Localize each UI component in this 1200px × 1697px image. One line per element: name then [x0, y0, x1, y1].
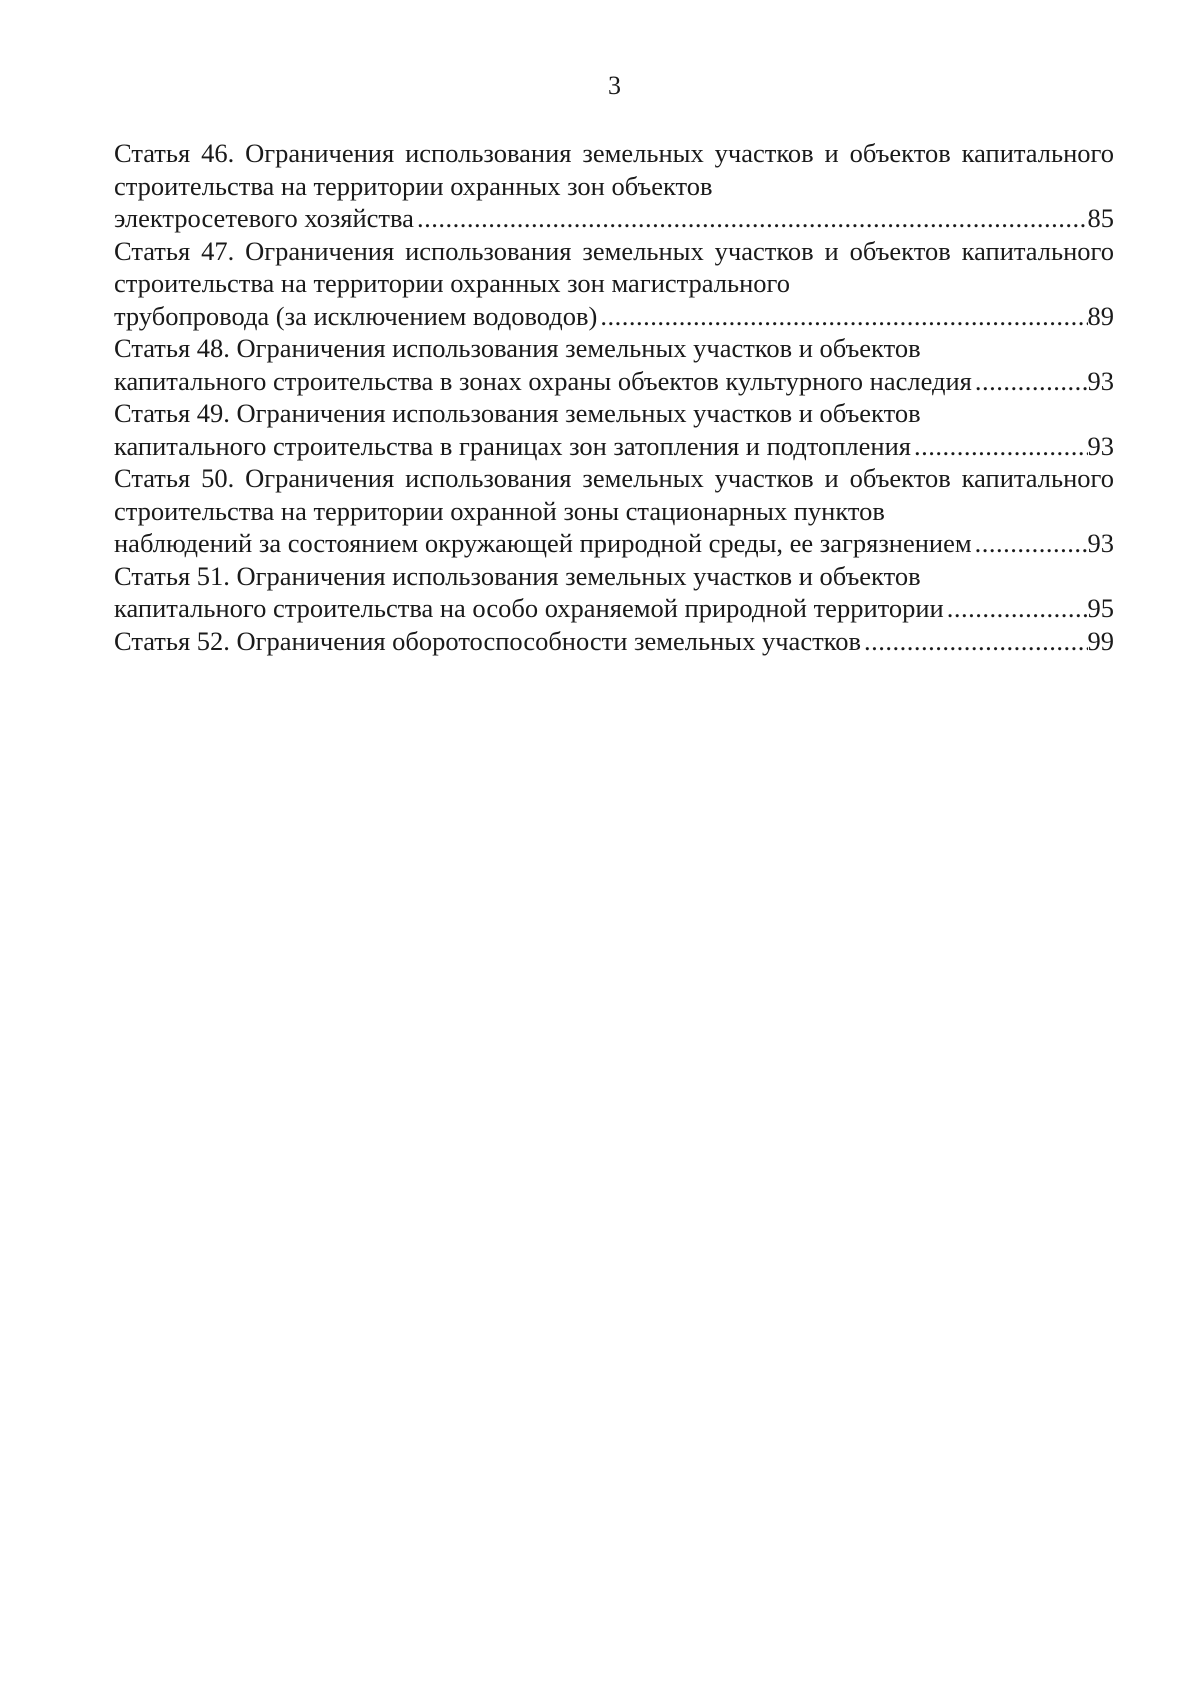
toc-entry-last-line [114, 202, 1114, 235]
toc-entry-line: Статья 52. Ограничения оборотоспособности земельных участков [114, 625, 861, 656]
dot-leader [597, 300, 1087, 333]
dot-leader [972, 365, 1088, 398]
toc-entry-article-49[interactable] [114, 397, 1114, 462]
toc-entry-line: капитального строительства на территории охранных зон магистрального [114, 235, 1114, 298]
toc-entry-last-line [114, 365, 1114, 398]
toc-entry-article-46[interactable] [114, 137, 1114, 235]
toc-entry-line: трубопровода (за исключением водоводов) [114, 300, 598, 331]
toc-page-number: 85 [1087, 203, 1114, 233]
toc-entry-line: наблюдений за состоянием окружающей природной среды, ее загрязнением [114, 528, 972, 558]
toc-page-number: 95 [1087, 593, 1114, 623]
toc-entry-line: Статья 51. Ограничения использования земельных участков и объектов [114, 560, 921, 591]
page-number: 3 [608, 71, 621, 100]
toc-entry-article-48[interactable] [114, 332, 1114, 397]
dot-leader [861, 625, 1088, 658]
toc-entry-last-line [114, 300, 1114, 333]
toc-entry-article-51[interactable] [114, 560, 1114, 625]
dot-leader [944, 592, 1088, 625]
toc-entry-line: капитального строительства на особо охраняемой природной территории [114, 593, 944, 623]
toc-entry-article-47[interactable] [114, 235, 1114, 333]
toc-page-number: 93 [1087, 528, 1114, 558]
dot-leader [414, 202, 1088, 235]
toc-entry-line: капитального строительства на территории охранной зоны стационарных пунктов [114, 463, 1114, 526]
toc-entry-text [114, 560, 1114, 593]
toc-entry-line: электросетевого хозяйства [114, 203, 414, 233]
toc-entry-line: капитального строительства на территории охранных зон объектов [114, 138, 1114, 201]
toc-entry-line: Статья 47. Ограничения использования земельных участков и объектов [114, 235, 951, 266]
toc-entry-line: капитального строительства в зонах охраны объектов культурного наследия [114, 365, 972, 396]
toc-entry-last-line [114, 592, 1114, 625]
toc-entry-line: Статья 48. Ограничения использования земельных участков и объектов [114, 333, 921, 363]
toc-page-number: 93 [1087, 365, 1114, 396]
table-of-contents [114, 137, 1114, 657]
dot-leader [911, 430, 1088, 463]
dot-leader [972, 527, 1088, 560]
toc-entry-line: Статья 49. Ограничения использования земельных участков и объектов [114, 398, 921, 428]
toc-entry-line: Статья 50. Ограничения использования земельных участков и объектов [114, 463, 951, 493]
toc-entry-line: Статья 46. Ограничения использования земельных участков и объектов [114, 138, 951, 168]
toc-page-number: 89 [1087, 300, 1114, 331]
toc-entry-text [114, 462, 1114, 527]
toc-entry-article-50[interactable] [114, 462, 1114, 560]
toc-entry-text [114, 235, 1114, 300]
toc-entry-text [114, 332, 1114, 365]
toc-entry-last-line [114, 430, 1114, 463]
toc-entry-last-line [114, 625, 1114, 658]
toc-entry-article-52[interactable] [114, 625, 1114, 658]
toc-entry-text [114, 397, 1114, 430]
toc-entry-text [114, 137, 1114, 202]
toc-page-number: 93 [1087, 430, 1114, 461]
toc-entry-last-line [114, 527, 1114, 560]
toc-page-number: 99 [1087, 625, 1114, 656]
toc-entry-line: капитального строительства в границах зон затопления и подтопления [114, 430, 911, 461]
